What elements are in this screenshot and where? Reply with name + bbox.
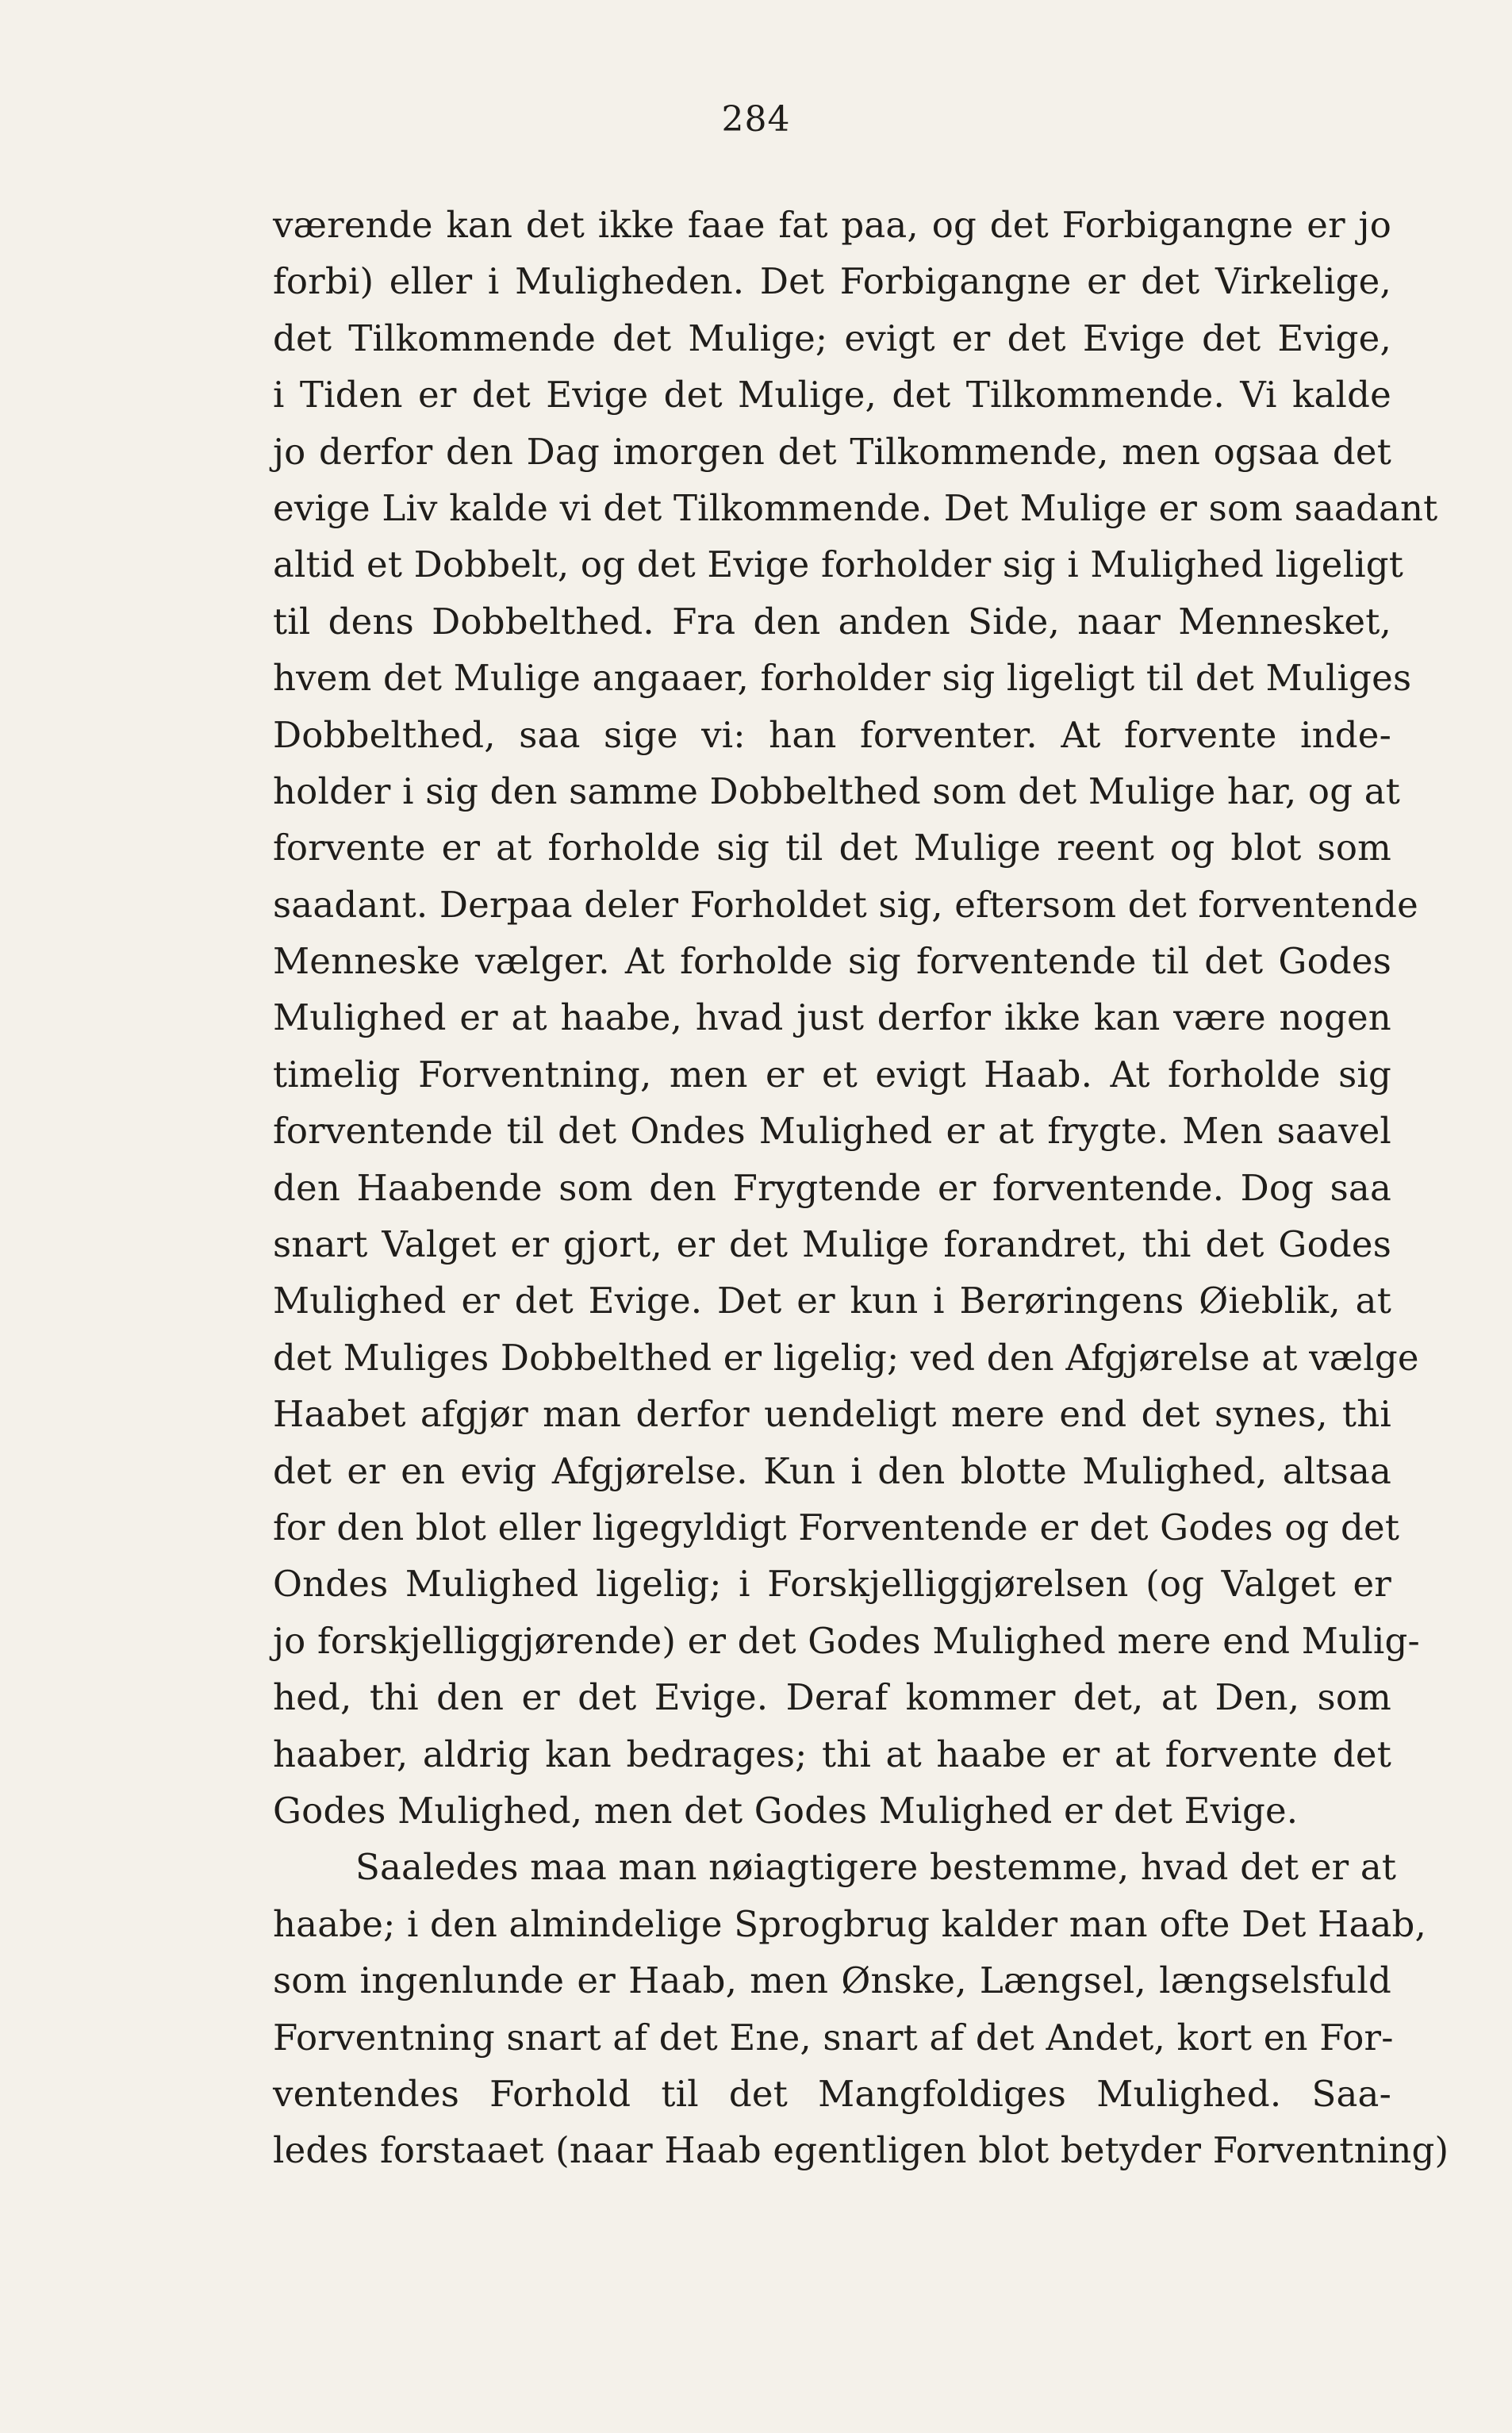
- text-line: forvente er at forholde sig til det Mulige reent og blot som: [273, 827, 1391, 869]
- text-line: værende kan det ikke faae fat paa, og det Forbigangne er jo: [273, 204, 1391, 246]
- text-line: det Muliges Dobbelthed er ligelig; ved den Afgjørelse at vælge: [273, 1336, 1419, 1379]
- text-line: den Haabende som den Frygtende er forventende. Dog saa: [273, 1166, 1391, 1209]
- text-line: Dobbelthed, saa sige vi: han forventer. At forvente inde-: [273, 713, 1391, 756]
- text-line: Forventning snart af det Ene, snart af det Andet, kort en For-: [273, 2016, 1394, 2059]
- text-line: altid et Dobbelt, og det Evige forholder sig i Mulighed ligeligt: [273, 543, 1404, 586]
- text-line: forventende til det Ondes Mulighed er at frygte. Men saavel: [273, 1110, 1391, 1153]
- text-line: Mulighed er at haabe, hvad just derfor ikke kan være nogen: [273, 996, 1391, 1039]
- text-line: saadant. Derpaa deler Forholdet sig, eftersom det forventende: [273, 883, 1419, 926]
- body-text: [273, 197, 1449, 2179]
- text-line: haabe; i den almindelige Sprogbrug kalder man ofte Det Haab,: [273, 1902, 1427, 1945]
- text-line: som ingenlunde er Haab, men Ønske, Længsel, længselsfuld: [273, 1959, 1391, 2002]
- text-line: det Tilkommende det Mulige; evigt er det Evige det Evige,: [273, 317, 1391, 359]
- text-line: Haabet afgjør man derfor uendeligt mere end det synes, thi: [273, 1393, 1391, 1436]
- text-line: for den blot eller ligegyldigt Forventende er det Godes og det: [273, 1506, 1400, 1548]
- text-line: Mulighed er det Evige. Det er kun i Berøringens Øieblik, at: [273, 1280, 1391, 1322]
- text-line: snart Valget er gjort, er det Mulige forandret, thi det Godes: [273, 1223, 1391, 1266]
- text-line: i Tiden er det Evige det Mulige, det Tilkommende. Vi kalde: [273, 374, 1391, 416]
- text-line: til dens Dobbelthed. Fra den anden Side, naar Mennesket,: [273, 600, 1391, 643]
- text-line: Ondes Mulighed ligelig; i Forskjelliggjørelsen (og Valget er: [273, 1563, 1391, 1606]
- text-line: forbi) eller i Muligheden. Det Forbigangne er det Virkelige,: [273, 260, 1391, 303]
- text-line: ledes forstaaet (naar Haab egentligen blot betyder Forventning): [273, 2129, 1449, 2172]
- text-line-paragraph-start: Saaledes maa man nøiagtigere bestemme, hvad det er at: [355, 1846, 1397, 1889]
- text-line: timelig Forventning, men er et evigt Haab. At forholde sig: [273, 1053, 1391, 1096]
- text-line: ventendes Forhold til det Mangfoldiges Mulighed. Saa-: [273, 2072, 1391, 2115]
- text-line: jo derfor den Dag imorgen det Tilkommende, men ogsaa det: [273, 430, 1391, 473]
- text-line: hed, thi den er det Evige. Deraf kommer det, at Den, som: [273, 1676, 1391, 1719]
- text-line: hvem det Mulige angaaer, forholder sig ligeligt til det Muliges: [273, 657, 1412, 700]
- text-line: det er en evig Afgjørelse. Kun i den blotte Mulighed, altsaa: [273, 1449, 1391, 1492]
- text-line: holder i sig den samme Dobbelthed som det Mulige har, og at: [273, 769, 1401, 812]
- text-line-paragraph-end: Godes Mulighed, men det Godes Mulighed er det Evige.: [273, 1789, 1299, 1832]
- page-number: 284: [721, 99, 791, 140]
- text-line: jo forskjelliggjørende) er det Godes Mulighed mere end Mulig-: [273, 1619, 1420, 1662]
- text-line: haaber, aldrig kan bedrages; thi at haabe er at forvente det: [273, 1733, 1391, 1775]
- text-line: Menneske vælger. At forholde sig forventende til det Godes: [273, 940, 1391, 983]
- text-line: evige Liv kalde vi det Tilkommende. Det Mulige er som saadant: [273, 486, 1438, 529]
